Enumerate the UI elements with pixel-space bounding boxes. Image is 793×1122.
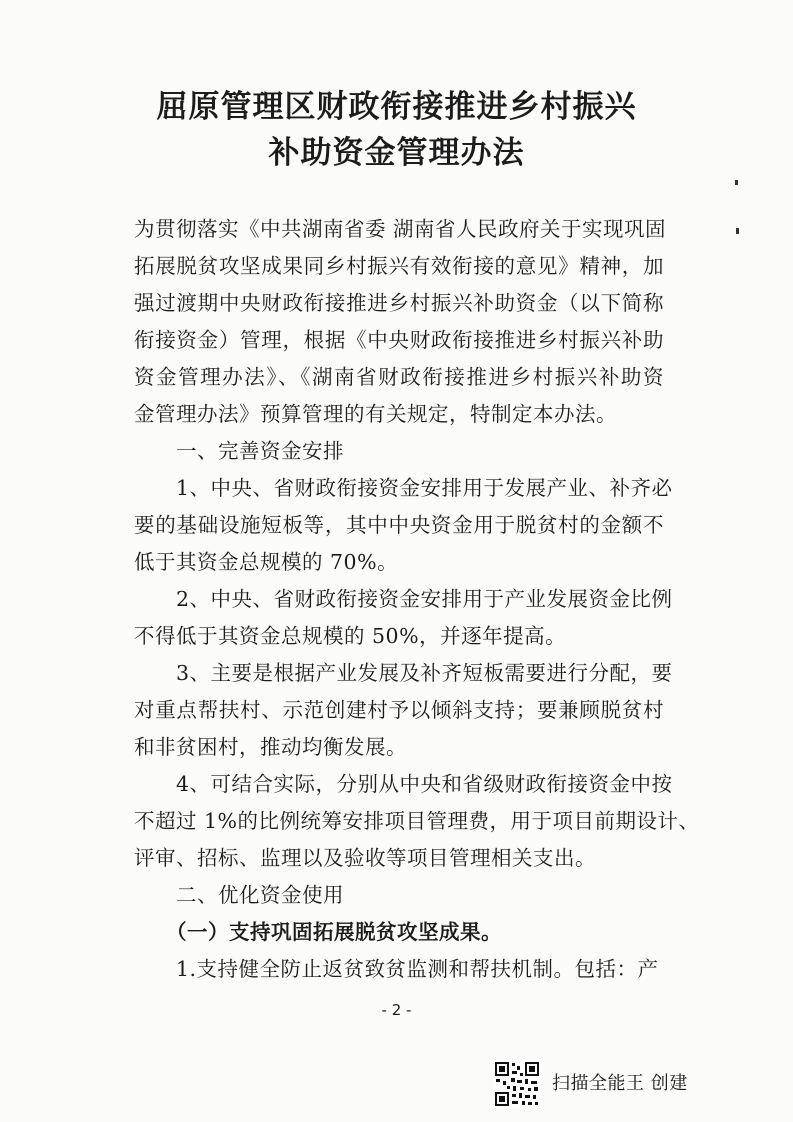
scanner-watermark-label: 扫描全能王 创建 [552,1073,688,1094]
sub-1-item-1-line: 1.支持健全防止返贫致贫监测和帮扶机制。包括：产 [176,957,659,981]
intro-line: 拓展脱贫攻坚成果同乡村振兴有效衔接的意见》精神，加 [134,254,664,278]
item-2-line: 2、中央、省财政衔接资金安排用于产业发展资金比例 [176,587,673,611]
title-line-2: 补助资金管理办法 [268,135,525,171]
item-3-line: 对重点帮扶村、示范创建村予以倾斜支持；要兼顾脱贫村 [134,698,664,722]
intro-line: 强过渡期中央财政衔接推进乡村振兴补助资金（以下简称 [134,291,664,315]
item-4-line: 不超过 1%的比例统筹安排项目管理费，用于项目前期设计、 [134,809,700,833]
item-1-line: 要的基础设施短板等，其中中央资金用于脱贫村的金额不 [134,513,664,537]
item-3-line: 和非贫困村，推动均衡发展。 [134,735,407,759]
intro-line: 资金管理办法》、《湖南省财政衔接推进乡村振兴补助资 [134,365,664,389]
item-4-line: 评审、招标、监理以及验收等项目管理相关支出。 [134,846,596,870]
subsection-1-heading: （一）支持巩固拓展脱贫攻坚成果。 [166,920,502,944]
item-1-line: 1、中央、省财政衔接资金安排用于发展产业、补齐必 [176,476,673,500]
item-2-line: 不得低于其资金总规模的 50%，并逐年提高。 [134,624,567,648]
section-1-heading: 一、完善资金安排 [176,439,344,463]
item-4-line: 4、可结合实际，分别从中央和省级财政衔接资金中按 [176,772,673,796]
item-1-line: 低于其资金总规模的 70%。 [134,550,399,574]
scan-artifact [735,180,738,185]
item-3-line: 3、主要是根据产业发展及补齐短板需要进行分配，要 [176,661,673,685]
qr-code-icon [493,1060,541,1108]
section-2-heading: 二、优化资金使用 [176,883,344,907]
intro-line: 为贯彻落实《中共湖南省委 湖南省人民政府关于实现巩固 [134,217,667,241]
intro-line: 金管理办法》预算管理的有关规定，特制定本办法。 [134,402,617,426]
intro-line: 衔接资金）管理，根据《中央财政衔接推进乡村振兴补助 [134,328,664,352]
title-line-1: 屈原管理区财政衔接推进乡村振兴 [156,89,637,125]
page-number: - 2 - [381,1001,412,1019]
scan-artifact [736,228,739,234]
